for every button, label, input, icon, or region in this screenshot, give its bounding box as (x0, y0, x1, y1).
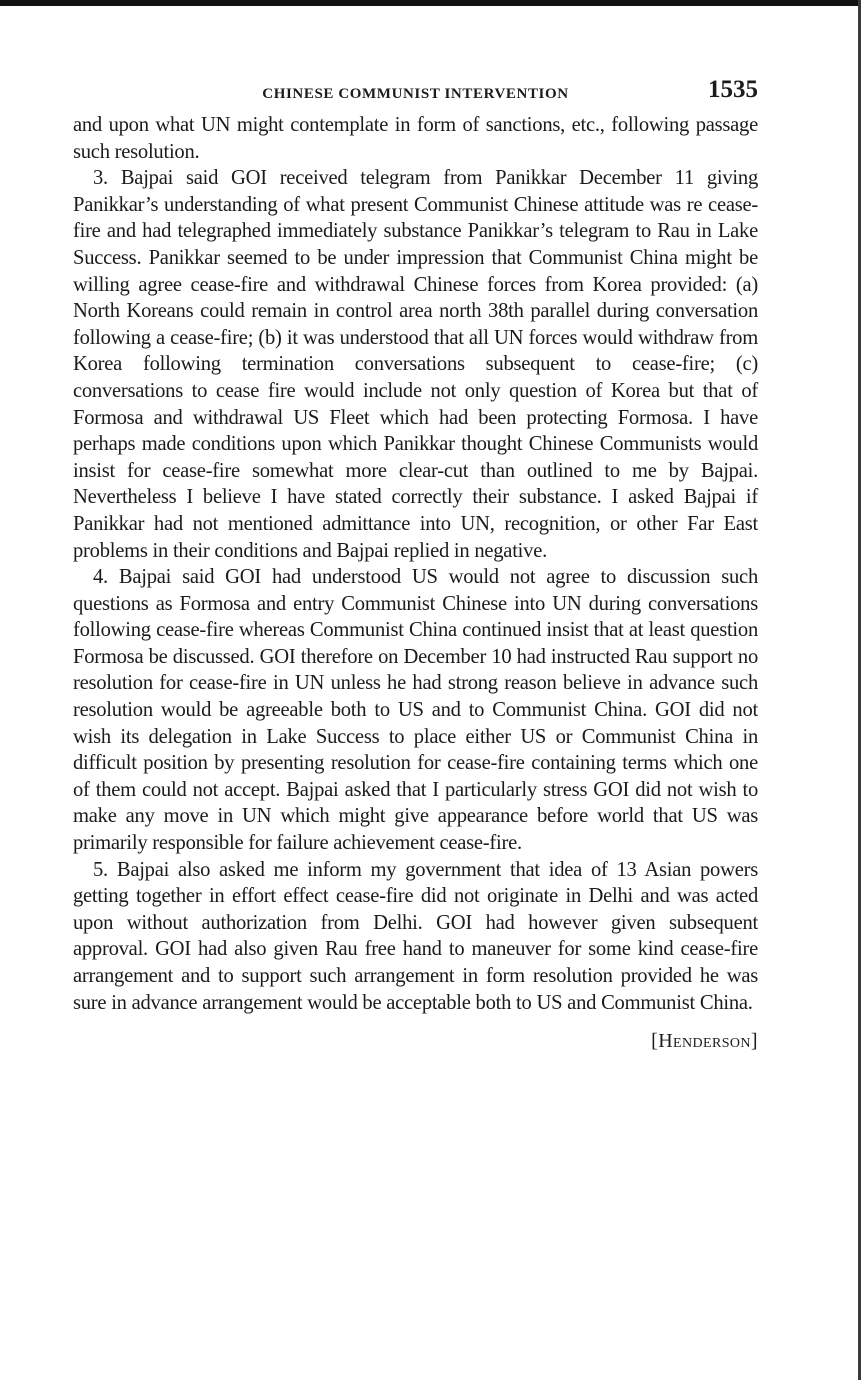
running-header (73, 76, 758, 112)
running-title: CHINESE COMMUNIST INTERVENTION (262, 86, 569, 102)
paragraph-5: 5. Bajpai also asked me inform my government that idea of 13 Asian powers getting together in effort effect cease-fire did not originate in Delhi and was acted upon without authorization from Delhi. GOI had however given subsequent approval. GOI had also given Rau free hand to maneuver for some kind cease-fire arrangement and to support such arrangement in form resolution provided he was sure in advance arrangement would be acceptable both to US and Communist China. (73, 858, 758, 1014)
paragraph-4: 4. Bajpai said GOI had understood US would not agree to discussion such questions as Formosa and entry Communist Chinese into UN during conversations following cease-fire whereas Communist China continued insist that at least question Formosa be discussed. GOI therefore on December 10 had instructed Rau support no resolution for cease-fire in UN unless he had strong reason believe in advance such resolution would be agreeable both to US and to Communist China. GOI did not wish its delegation in Lake Success to place either US or Communist China in difficult position by presenting resolution for cease-fire containing terms which one of them could not accept. Bajpai asked that I particularly stress GOI did not wish to make any move in UN which might give appearance before world that US was primarily responsible for failure achievement cease-fire. (73, 566, 758, 855)
paragraph-3: 3. Bajpai said GOI received telegram from Panikkar December 11 giving Panikkar’s understanding of what present Communist Chinese attitude was re cease-fire and had telegraphed immediately substance Panikkar’s telegram to Rau in Lake Success. Panikkar seemed to be under impression that Communist China might be willing agree cease-fire and withdrawal Chinese forces from Korea provided: (a) North Koreans could remain in control area north 38th parallel during conversation following a cease-fire; (b) it was understood that all UN forces would withdraw from Korea following termination conversations subsequent to cease-fire; (c) conversations to cease fire would include not only question of Korea but that of Formosa and withdrawal US Fleet which had been protecting Formosa. I have perhaps made conditions upon which Panikkar thought Chinese Communists would insist for cease-fire somewhat more clear-cut than outlined to me by Bajpai. Nevertheless I believe I have stated correctly their substance. I asked Bajpai if Panikkar had not mentioned admittance into UN, recognition, or other Far East problems in their conditions and Bajpai replied in negative. (73, 167, 758, 562)
body-text (73, 112, 758, 1016)
page-number: 1535 (708, 76, 758, 103)
signature: [Henderson] (651, 1030, 758, 1053)
paragraph-continuation: and upon what UN might contemplate in form of sanctions, etc., following passage such resolution. (73, 114, 758, 163)
document-page (73, 76, 758, 1053)
page-top-border (0, 0, 861, 6)
